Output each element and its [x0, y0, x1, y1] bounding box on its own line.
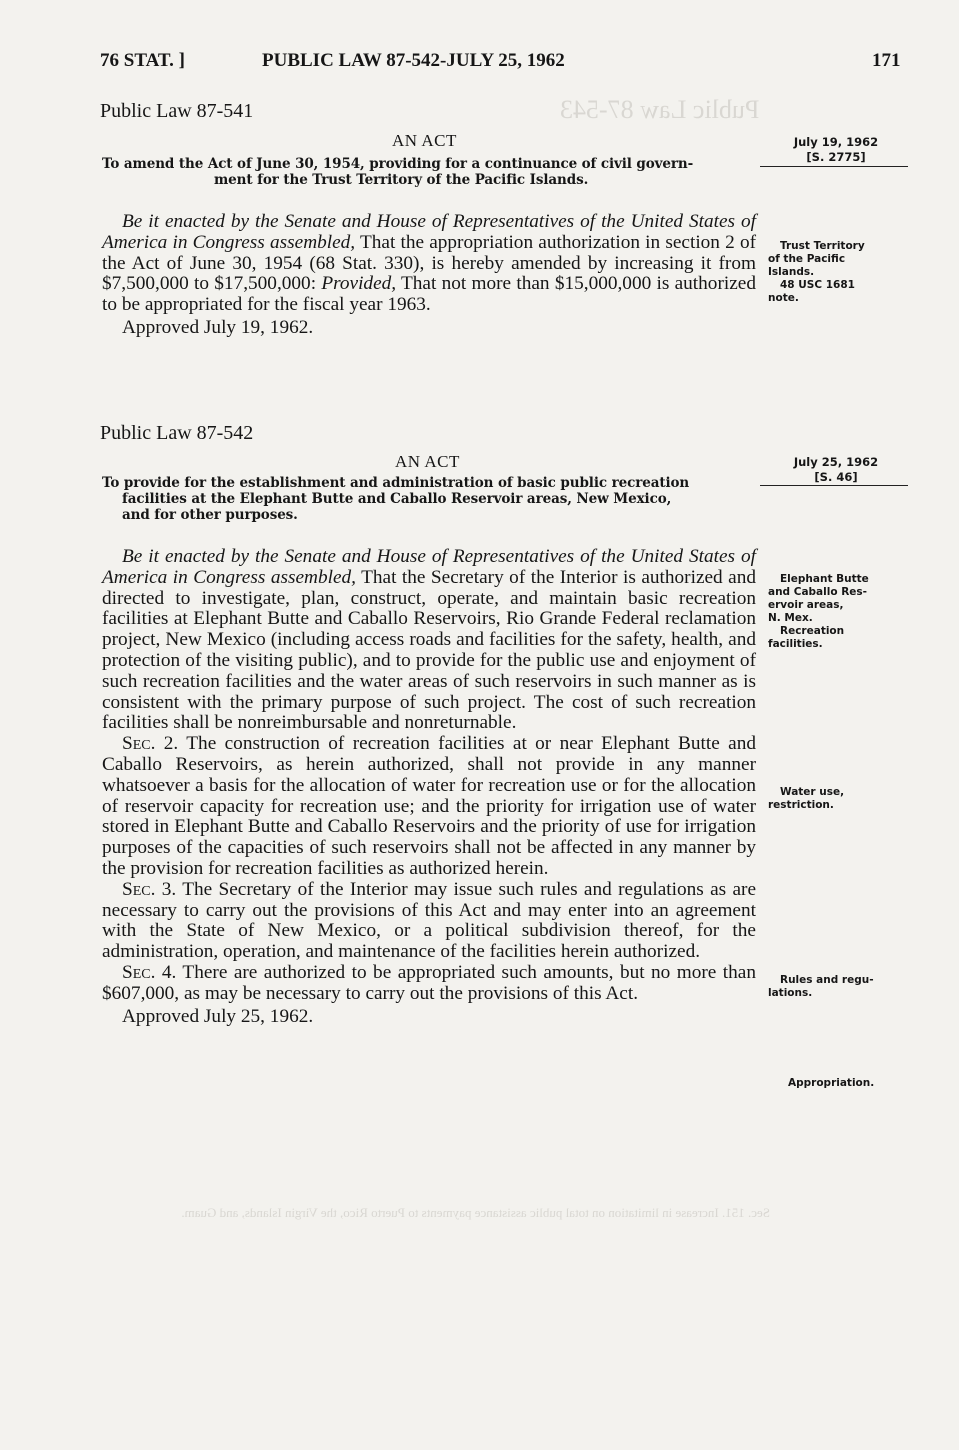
bill-number: [S. 46] — [814, 470, 858, 484]
divider-rule — [760, 166, 908, 167]
body-text: That the appropriation authorization in section 2 of the Act of June 30, 1954 (68 Stat. 330), is hereby amended by increasing it from $7,500,000 to $17,500,000: — [102, 231, 757, 295]
act-purpose — [102, 156, 762, 188]
margin-note-line: Recreation — [780, 625, 845, 637]
bleed-through-text: Sec. 151. Increase in limitation on total public assistance payments to Puerto Rico, the Virgin Islands, and Guam. — [181, 1205, 770, 1220]
section-3-text: The Secretary of the Interior may issue such rules and regulations as are necessary to carry out the provisions of this Act and may enter into an agreement with the State of New Mexico, or a political subdivision thereof, for the administration, operation, and maintenance of the facilities herein authorized. — [102, 878, 757, 963]
purpose-line: To amend the Act of June 30, 1954, providing for a continuance of civil govern- — [102, 156, 694, 172]
margin-note-appropriation — [788, 1077, 918, 1090]
margin-note-line: 48 USC 1681 — [780, 279, 855, 291]
margin-note-line: Rules and regu- — [780, 974, 874, 986]
page-number: 171 — [872, 50, 901, 71]
section-label: Sec. 3. — [122, 878, 177, 900]
approval-date-block — [765, 455, 907, 485]
divider-rule — [760, 485, 908, 486]
approval-line: Approved July 19, 1962. — [122, 316, 314, 338]
section-label: Sec. 4. — [122, 961, 177, 983]
law-body — [102, 547, 756, 1027]
margin-note-line: ervoir areas, — [768, 599, 844, 611]
margin-note-line: N. Mex. — [768, 612, 813, 624]
margin-note-line: note. — [768, 292, 799, 304]
margin-note-line: of the Pacific — [768, 253, 846, 265]
approval-date: July 19, 1962 — [793, 135, 879, 149]
act-purpose — [102, 475, 762, 523]
law-title: Public Law 87-541 — [100, 100, 254, 122]
section-2-text: The construction of recreation facilities at or near Elephant Butte and Caballo Reservoirs, as herein authorized, shall not provide in any manner whatsoever a basis for the allocation of water for recreation use or for the allocation of reservoir capacity for recreation use; and the priority for irrigation use of water stored in Elephant Butte and Caballo Reservoirs and the priority of use for irrigation purposes of the capacities of such reservoirs shall not be affected in any manner by the provision for recreation facilities as authorized herein. — [102, 733, 756, 879]
law-body — [102, 212, 756, 339]
section-label: Sec. 2. — [122, 733, 179, 755]
enacting-clause: Be it enacted by the Senate and House of Representatives of the United States of America in Congress assembled, — [102, 211, 756, 253]
margin-note-trust-territory — [768, 240, 898, 305]
purpose-line: ment for the Trust Territory of the Pacific Islands. — [214, 172, 589, 188]
margin-note-line: and Caballo Res- — [768, 586, 868, 598]
body-text: That not more than $15,000,000 is authorized to be appropriated for the fiscal year 1963. — [102, 273, 756, 316]
approval-line: Approved July 25, 1962. — [122, 1005, 314, 1027]
margin-note-line: lations. — [768, 987, 813, 999]
margin-note-line: Islands. — [768, 266, 815, 278]
margin-note-line: Elephant Butte — [780, 573, 869, 585]
header-stat: 76 STAT. ] — [100, 50, 185, 71]
enacting-clause: Be it enacted by the Senate and House of Representatives of the United States of America in Congress assembled, — [102, 546, 756, 588]
proviso: Provided, — [321, 273, 397, 295]
margin-note-rules — [768, 974, 898, 1000]
approval-date-block — [765, 135, 907, 165]
bill-number: [S. 2775] — [806, 150, 866, 164]
approval-date: July 25, 1962 — [793, 455, 879, 469]
section-4-text: There are authorized to be appropriated such amounts, but no more than $607,000, as may be necessary to carry out the provisions of this Act. — [102, 961, 756, 1004]
an-act-heading: AN ACT — [395, 452, 460, 471]
purpose-line: and for other purposes. — [122, 507, 298, 523]
margin-note-line: restriction. — [768, 799, 834, 811]
section-1-text: That the Secretary of the Interior is authorized and directed to investigate, plan, construct, operate, and maintain basic recreation facilities at Elephant Butte and Caballo Reservoirs, Rio Grande Federal reclamation project, New Mexico (including access roads and facilities for the safety, health, and protection of the visiting public), and to provide for the public use and enjoyment of such recreation facilities and the water areas of such reservoirs in such manner as is consistent with the primary purpose of such project. The cost of such recreation facilities shall be nonreimbursable and nonreturnable. — [102, 566, 756, 734]
margin-note-line: facilities. — [768, 638, 823, 650]
margin-note-recreation — [768, 573, 898, 651]
margin-note-line: Appropriation. — [788, 1077, 875, 1089]
margin-note-line: Water use, — [780, 786, 845, 798]
an-act-heading: AN ACT — [392, 131, 457, 150]
law-title: Public Law 87-542 — [100, 422, 254, 444]
margin-note-line: Trust Territory — [780, 240, 865, 252]
bleed-through-text: Public Law 87-543 — [560, 95, 760, 124]
margin-note-water-use — [768, 786, 898, 812]
header-title: PUBLIC LAW 87-542-JULY 25, 1962 — [262, 50, 565, 71]
purpose-line: To provide for the establishment and administration of basic public recreation — [102, 475, 690, 491]
purpose-line: facilities at the Elephant Butte and Caballo Reservoir areas, New Mexico, — [122, 491, 672, 507]
